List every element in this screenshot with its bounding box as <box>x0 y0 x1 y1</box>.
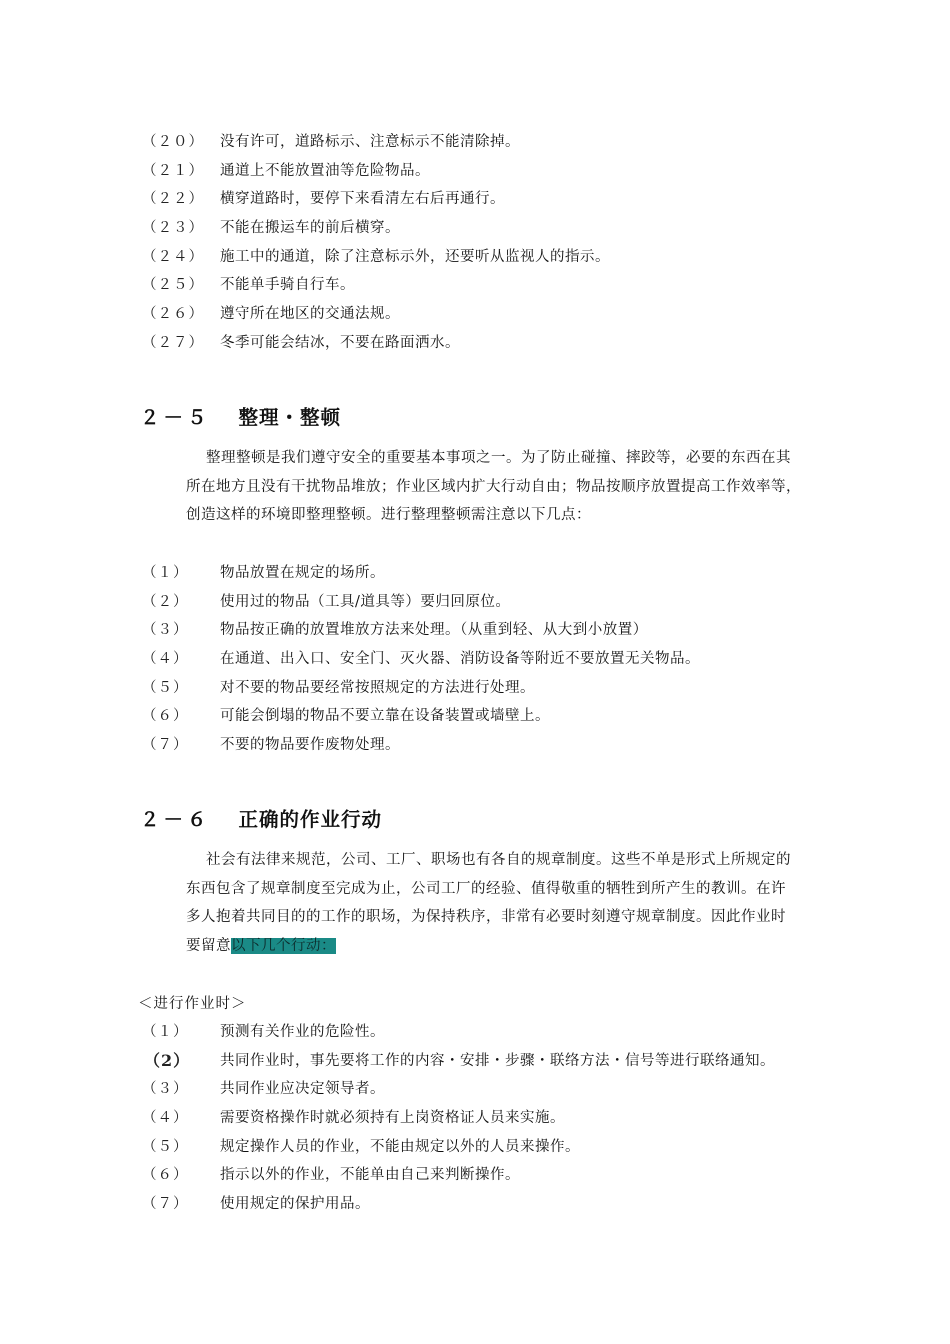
list-item <box>0 271 950 300</box>
list-item <box>0 588 950 617</box>
list-item <box>0 702 950 731</box>
item-text: 遵守所在地区的交通法规。 <box>220 306 400 323</box>
item-number: （１） <box>142 1024 189 1040</box>
section-paragraph <box>186 846 886 961</box>
item-number: （１） <box>142 565 189 581</box>
item-text: 共同作业应决定领导者。 <box>220 1081 385 1098</box>
item-number: （５） <box>142 679 189 696</box>
item-number: （７） <box>142 737 189 754</box>
item-number: （７） <box>142 1196 189 1213</box>
item-text: 使用过的物品（工具/道具等）要归回原位。 <box>220 593 511 610</box>
paragraph-line <box>186 932 886 961</box>
list-item <box>0 1190 950 1219</box>
item-number: （６） <box>142 708 189 725</box>
item-text: 物品放置在规定的场所。 <box>220 565 385 581</box>
list-item <box>0 214 950 243</box>
item-number: （２） <box>142 593 189 610</box>
item-text: 共同作业时，事先要将工作的内容・安排・步骤・联络方法・信号等进行联络通知。 <box>220 1052 775 1069</box>
tidy-rules-list <box>0 559 950 760</box>
paragraph-line: 创造这样的环境即整理整顿。进行整理整顿需注意以下几点： <box>186 507 591 524</box>
section-paragraph <box>186 444 886 530</box>
item-text: 通道上不能放置油等危险物品。 <box>220 162 430 179</box>
item-text: 不能在搬运车的前后横穿。 <box>220 220 400 237</box>
list-item <box>0 1104 950 1133</box>
item-text: 对不要的物品要经常按照规定的方法进行处理。 <box>220 679 535 696</box>
list-item <box>0 1018 950 1047</box>
item-number: （２１） <box>142 162 204 179</box>
item-number: （２６） <box>142 306 204 323</box>
list-item <box>0 185 950 214</box>
list-item <box>0 128 950 157</box>
paragraph-line: 整理整顿是我们遵守安全的重要基本事项之一。为了防止碰撞、摔跤等，必要的东西在其 <box>206 450 791 466</box>
traffic-rules-list <box>0 128 950 358</box>
item-number: （２５） <box>142 277 204 294</box>
list-item <box>0 1075 950 1104</box>
list-item <box>0 645 950 674</box>
list-item <box>0 157 950 186</box>
list-item <box>0 674 950 703</box>
item-number: （２３） <box>142 220 204 237</box>
paragraph-line: 多人抱着共同目的的工作的职场，为保持秩序，非常有必要时刻遵守规章制度。因此作业时 <box>186 909 786 926</box>
section-heading-2-6 <box>140 804 382 832</box>
list-item <box>0 1047 950 1076</box>
work-action-list <box>0 1018 950 1219</box>
item-text: 冬季可能会结冰，不要在路面洒水。 <box>220 334 460 351</box>
item-number: （４） <box>142 1110 189 1127</box>
item-text: 物品按正确的放置堆放方法来处理。（从重到轻、从大到小放置） <box>220 622 648 639</box>
section-heading-2-5 <box>140 402 341 430</box>
item-number: （２７） <box>142 334 204 351</box>
list-item <box>0 1133 950 1162</box>
section-number: ２－６ <box>140 808 211 831</box>
highlighted-text: 以下几个行动： <box>231 938 336 955</box>
item-text: 预测有关作业的危险性。 <box>220 1024 385 1040</box>
item-text: 使用规定的保护用品。 <box>220 1196 370 1213</box>
list-item <box>0 559 950 588</box>
item-text: 可能会倒塌的物品不要立靠在设备装置或墙壁上。 <box>220 708 550 725</box>
item-number: （２０） <box>142 134 204 150</box>
subheading: ＜进行作业时＞ <box>138 996 247 1012</box>
paragraph-text: 要留意 <box>186 938 231 955</box>
item-number: （２２） <box>142 191 204 208</box>
list-item <box>0 243 950 272</box>
section-number: ２－５ <box>140 406 211 429</box>
item-number: （２４） <box>142 248 204 265</box>
list-item <box>0 329 950 358</box>
item-text: 横穿道路时，要停下来看清左右后再通行。 <box>220 191 505 208</box>
item-text: 需要资格操作时就必须持有上岗资格证人员来实施。 <box>220 1110 565 1127</box>
list-item <box>0 616 950 645</box>
item-text: 在通道、出入口、安全门、灭火器、消防设备等附近不要放置无关物品。 <box>220 651 700 668</box>
list-item <box>0 731 950 760</box>
paragraph-line: 社会有法律来规范，公司、工厂、职场也有各自的规章制度。这些不单是形式上所规定的 <box>206 852 791 868</box>
paragraph-line: 东西包含了规章制度至完成为止，公司工厂的经验、值得敬重的牺牲到所产生的教训。在许 <box>186 880 786 897</box>
item-number: （４） <box>142 651 189 668</box>
item-text: 指示以外的作业，不能单由自己来判断操作。 <box>220 1167 520 1184</box>
section-title: 正确的作业行动 <box>238 808 383 831</box>
item-number: （５） <box>142 1138 189 1155</box>
item-number: （３） <box>142 1081 189 1098</box>
item-text: 不能单手骑自行车。 <box>220 277 355 294</box>
item-text: 施工中的通道，除了注意标示外，还要听从监视人的指示。 <box>220 248 610 265</box>
list-item <box>0 1161 950 1190</box>
section-title: 整理・整顿 <box>238 406 342 429</box>
item-text: 规定操作人员的作业，不能由规定以外的人员来操作。 <box>220 1138 580 1155</box>
item-number: （2） <box>144 1050 191 1070</box>
item-number: （３） <box>142 622 189 639</box>
list-item <box>0 300 950 329</box>
paragraph-line: 所在地方且没有干扰物品堆放；作业区域内扩大行动自由；物品按顺序放置提高工作效率等， <box>186 478 801 495</box>
item-number: （６） <box>142 1167 189 1184</box>
item-text: 没有许可，道路标示、注意标示不能清除掉。 <box>220 134 520 150</box>
item-text: 不要的物品要作废物处理。 <box>220 737 400 754</box>
